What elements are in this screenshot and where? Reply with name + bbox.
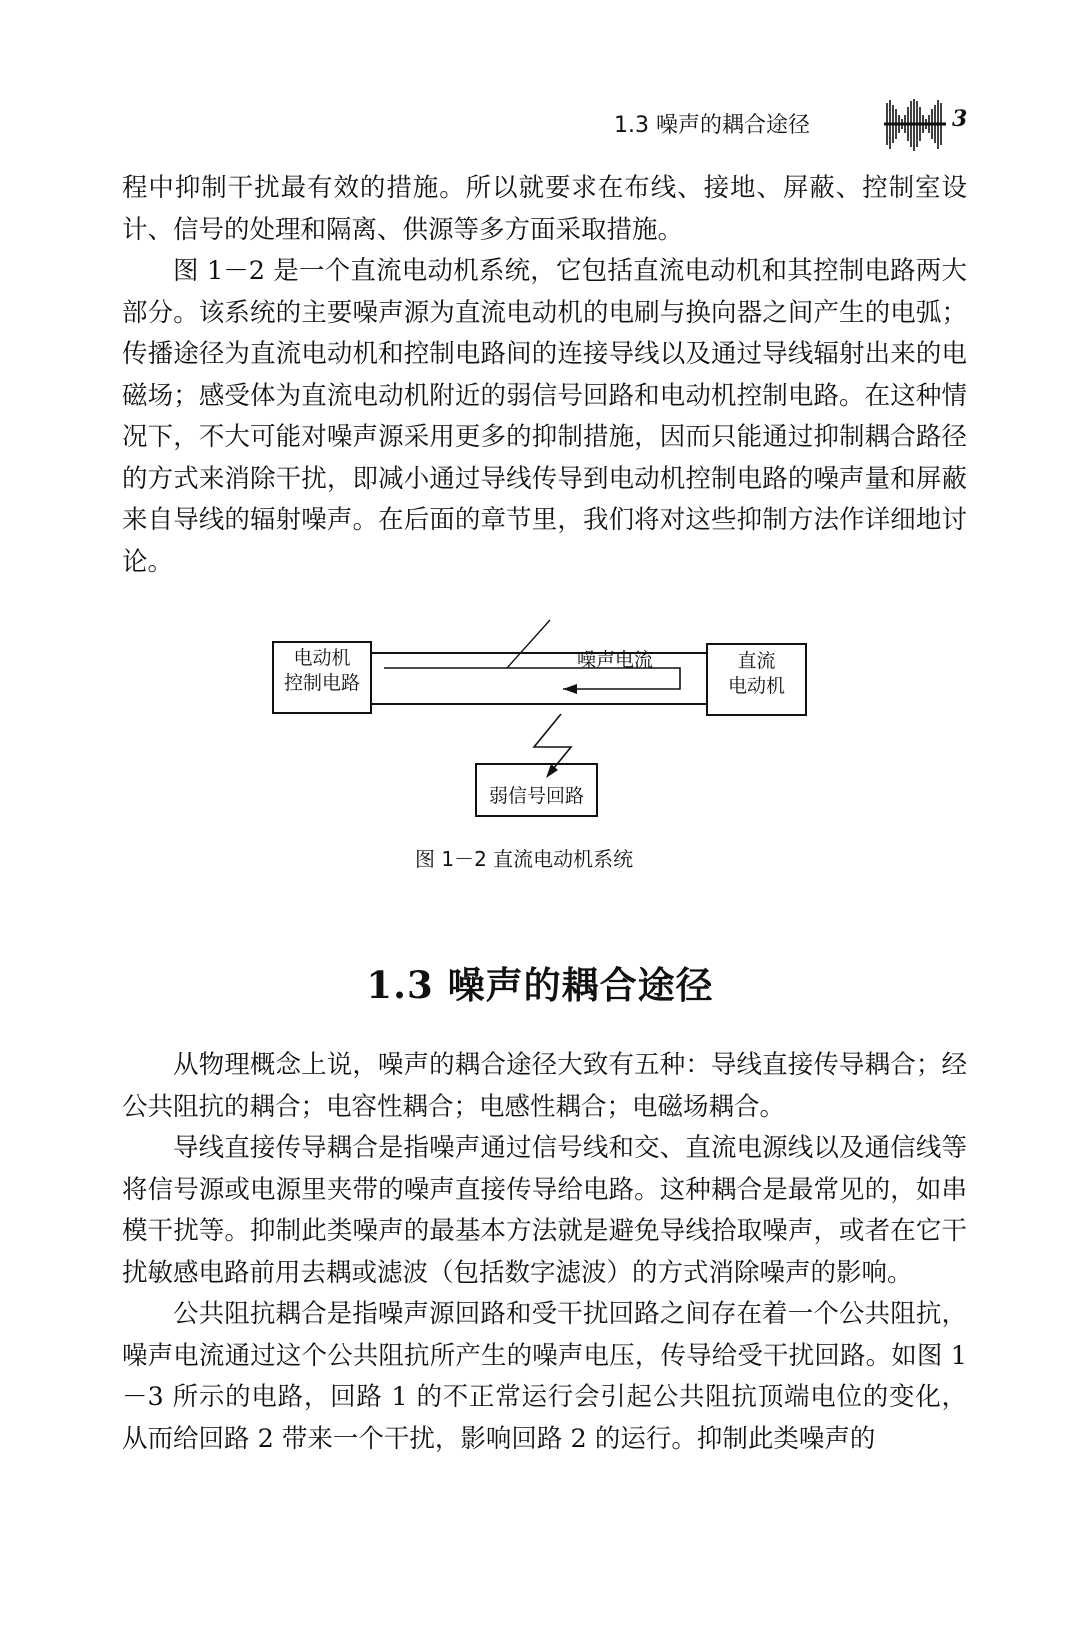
arrow-head-icon <box>563 684 577 694</box>
paragraph: 导线直接传导耦合是指噪声通过信号线和交、直流电源线以及通信线等将信号源或电源里夹带的噪声直接传导给电路。这种耦合是最常见的，如串模干扰等。抑制此类噪声的最基本方法就是避免导线拾取噪声，或者在它干扰敏感电路前用去耦或滤波（包括数字滤波）的方式消除噪声的影响。 <box>122 1133 967 1288</box>
page-number: 3 <box>952 106 968 132</box>
paragraph: 从物理概念上说，噪声的耦合途径大致有五种：导线直接传导耦合；经公共阻抗的耦合；电容性耦合；电感性耦合；电磁场耦合。 <box>122 1050 967 1122</box>
noise-waveform-icon <box>884 95 946 153</box>
weak-signal-label: 弱信号回路 <box>488 785 584 807</box>
control-circuit-label-line: 电动机 <box>293 647 351 669</box>
noise-current-label: 噪声电流 <box>576 649 653 671</box>
dc-motor-system-diagram <box>0 580 1080 880</box>
dc-motor-label <box>708 649 805 699</box>
dc-motor-label-line: 直流 <box>737 650 776 672</box>
noise-current-leader <box>507 620 550 668</box>
paragraph: 公共阻抗耦合是指噪声源回路和受干扰回路之间存在着一个公共阻抗，噪声电流通过这个公共阻抗所产生的噪声电压，传导给受干扰回路。如图 1－3 所示的电路，回路 1 的不正常运行会引起公共阻抗顶端电位的变化，从而给回路 2 带来一个干扰，影响回路 2 的运行。抑制此类噪声的 <box>122 1299 967 1454</box>
top-text-block <box>122 168 967 583</box>
figure-caption: 图 1－2 直流电动机系统 <box>415 847 634 871</box>
control-circuit-label <box>274 646 370 696</box>
paragraph: 图 1－2 是一个直流电动机系统，它包括直流电动机和其控制电路两大部分。该系统的主要噪声源为直流电动机的电刷与换向器之间产生的电弧；传播途径为直流电动机和控制电路间的连接导线以及通过导线辐射出来的电磁场；感受体为直流电动机附近的弱信号回路和电动机控制电路。在这种情况下，不大可能对噪声源采用更多的抑制措施，因而只能通过抑制耦合路径的方式来消除干扰，即减小通过导线传导到电动机控制电路的噪声量和屏蔽来自导线的辐射噪声。在后面的章节里，我们将对这些抑制方法作详细地讨论。 <box>122 256 967 577</box>
running-header-title: 1.3 噪声的耦合途径 <box>614 113 810 138</box>
section-heading: 1.3 噪声的耦合途径 <box>366 963 714 1007</box>
control-circuit-label-line: 控制电路 <box>283 672 360 694</box>
dc-motor-label-line: 电动机 <box>727 675 785 697</box>
section-text-block <box>122 1045 967 1460</box>
paragraph: 程中抑制干扰最有效的措施。所以就要求在布线、接地、屏蔽、控制室设计、信号的处理和隔离、供源等多方面采取措施。 <box>122 173 967 245</box>
